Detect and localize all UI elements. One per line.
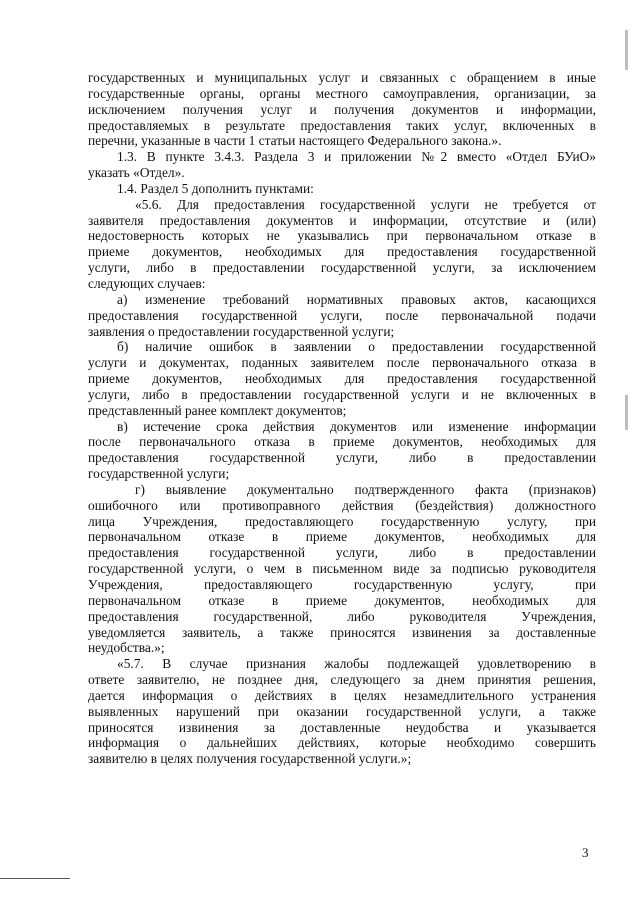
text-line: приеме документов, необходимых для предоставления государственной: [88, 244, 596, 260]
text-line: представленный ранее комплект документов;: [88, 402, 347, 418]
text-line: лица Учреждения, предоставляющего государственную услугу, при: [88, 513, 596, 529]
scan-edge-mark: [625, 30, 628, 70]
text-line: исключением получения услуг и получения документов и информации,: [88, 101, 596, 117]
text-line: ответе заявителю, не позднее дня, следующего за днем принятия решения,: [88, 672, 596, 688]
text-line: а) изменение требований нормативных правовых актов, касающихся: [117, 291, 596, 307]
text-line: ошибочного или противоправного действия (бездействия) должностного: [88, 497, 596, 513]
text-line: дается информация о действиях в целях незамедлительного устранения: [88, 687, 596, 703]
page-number: 3: [582, 845, 589, 860]
text-line: государственные органы, органы местного самоуправления, организации, за: [88, 85, 596, 101]
footer-rule: [0, 878, 70, 879]
text-line: перечни, указанные в части 1 статьи настоящего Федерального закона.».: [88, 133, 502, 149]
text-line: предоставления государственной услуги, либо в предоставлении: [88, 545, 596, 561]
text-line: предоставления государственной, либо руководителя Учреждения,: [88, 608, 596, 624]
text-line: в) истечение срока действия документов или изменение информации: [117, 418, 596, 434]
text-line: указать «Отдел».: [88, 165, 185, 181]
text-line: «5.7. В случае признания жалобы подлежащей удовлетворению в: [117, 656, 596, 672]
text-line: информация о дальнейших действиях, которые необходимо совершить: [88, 735, 596, 751]
text-line: выявленных нарушений при оказании государственной услуги, а также: [88, 703, 596, 719]
text-line: государственной услуги, о чем в письменном виде за подписью руководителя: [88, 561, 596, 577]
text-line: государственной услуги;: [88, 466, 230, 482]
text-line: Учреждения, предоставляющего государственную услугу, при: [88, 577, 596, 592]
text-line: предоставления государственной услуги, либо в предоставлении: [88, 450, 596, 466]
text-line: приносятся извинения за доставленные неудобства и указывается: [88, 719, 596, 735]
text-line: предоставляемых в результате предоставления таких услуг, включенных в: [88, 117, 596, 133]
text-line: недостоверность которых не указывались при первоначальном отказе в: [88, 228, 596, 244]
text-line: услуги и документах, поданных заявителем после первоначального отказа в: [88, 355, 596, 371]
text-line: услуги, либо в предоставлении государственной услуги и не включенных в: [88, 386, 596, 402]
text-line: первоначальном отказе в приеме документов, необходимых для: [88, 592, 596, 608]
text-line: б) наличие ошибок в заявлении о предоставлении государственной: [117, 339, 596, 355]
text-line: заявления о предоставлении государственной услуги;: [88, 323, 395, 339]
text-line: заявителя предоставления документов и информации, отсутствие и (или): [88, 212, 596, 228]
text-line: услуги, либо в предоставлении государственной услуги, за исключением: [88, 260, 596, 276]
text-line: предоставления государственной услуги, после первоначальной подачи: [88, 307, 596, 323]
text-line: первоначальном отказе в приеме документов, необходимых для: [88, 529, 596, 545]
document-body: [88, 70, 596, 767]
text-line: «5.6. Для предоставления государственной услуги не требуется от: [135, 196, 596, 212]
text-line: следующих случаев:: [88, 275, 206, 291]
text-line: 1.3. В пункте 3.4.3. Раздела 3 и приложении №2 вместо «Отдел БУиО»: [117, 149, 596, 165]
text-line: после первоначального отказа в приеме документов, необходимых для: [88, 434, 596, 450]
text-line: неудобства.»;: [88, 640, 165, 656]
text-line: заявителю в целях получения государственной услуги.»;: [88, 751, 412, 767]
text-line: государственных и муниципальных услуг и связанных с обращением в иные: [88, 70, 596, 85]
text-line: 1.4. Раздел 5 дополнить пунктами:: [117, 180, 314, 196]
text-line: приеме документов, необходимых для предоставления государственной: [88, 371, 596, 387]
scan-edge-mark: [625, 395, 628, 430]
text-line: уведомляется заявитель, а также приносятся извинения за доставленные: [88, 624, 596, 640]
text-line: г) выявление документально подтвержденного факта (признаков): [135, 481, 596, 497]
